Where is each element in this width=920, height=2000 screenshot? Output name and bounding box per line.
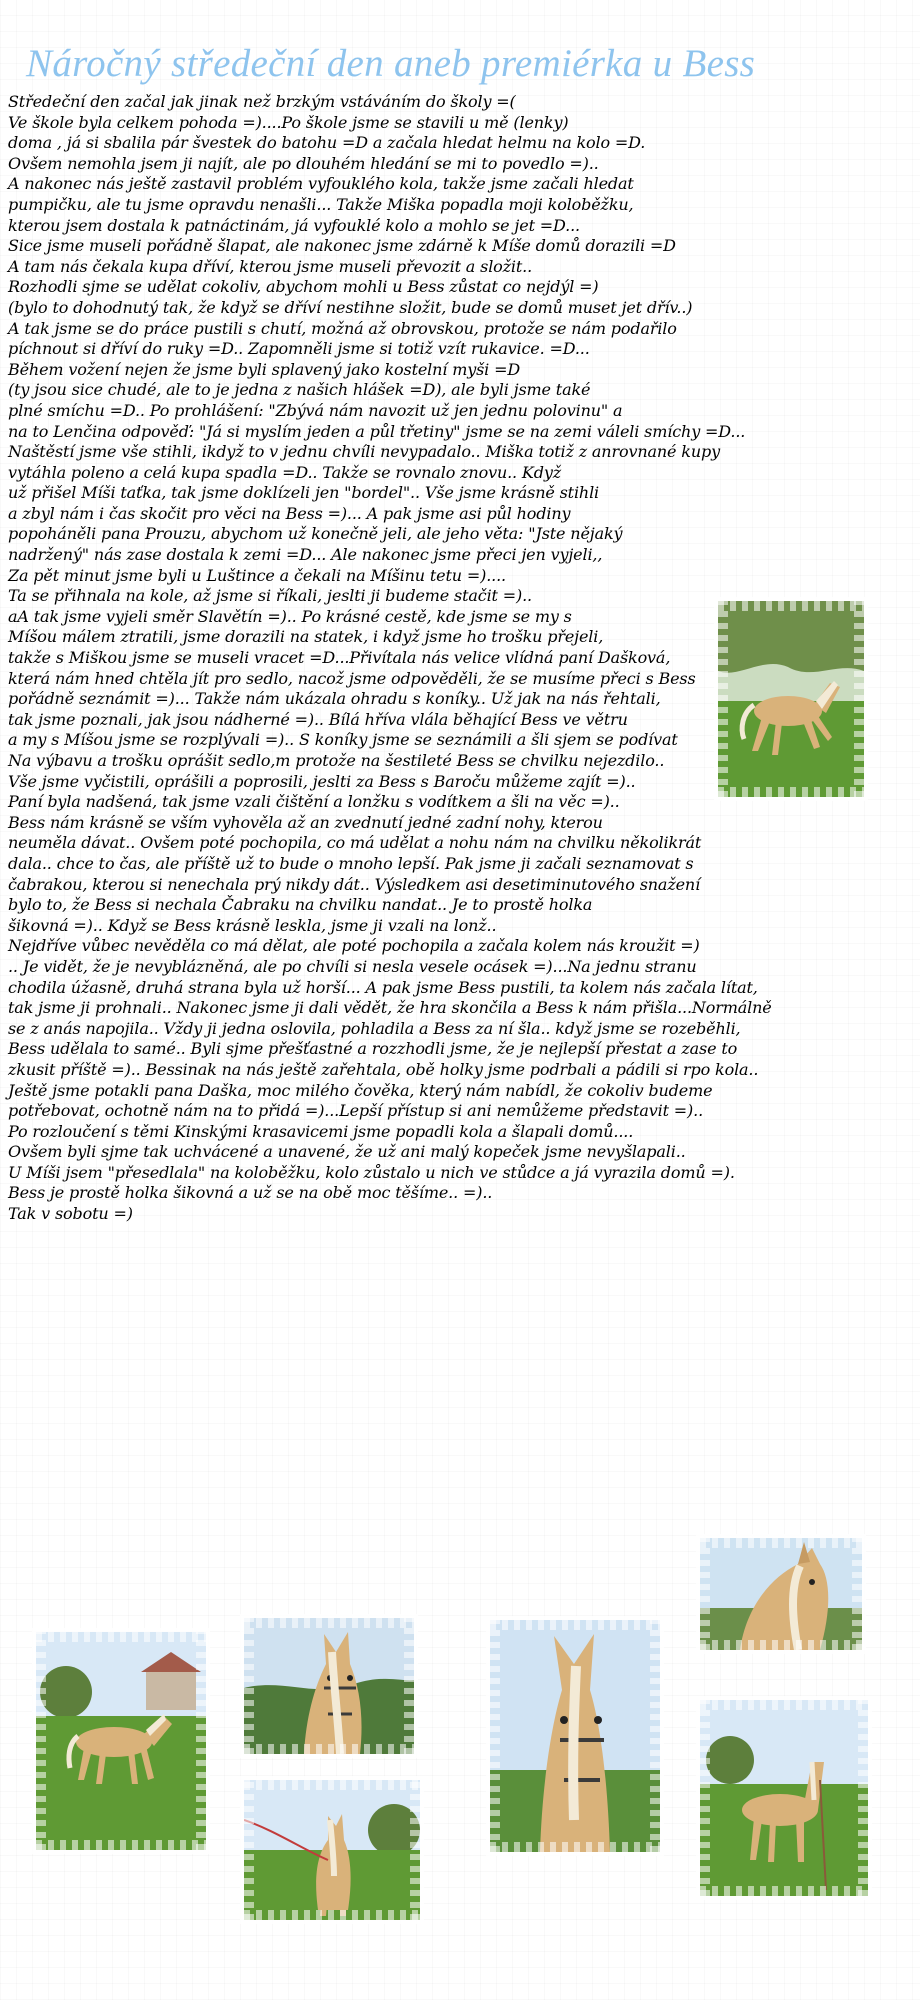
article-line: zkusit příště =).. Bessinak na nás ještě zařehtala, obě holky jsme podrbali a pádili si rpo kola.. — [8, 1059, 759, 1079]
article-line: Ještě jsme potakli pana Daška, moc milého čověka, který nám nabídl, že cokoliv budeme — [8, 1080, 713, 1100]
article-title: Náročný středeční den aneb premiérka u Bess — [26, 42, 756, 85]
article-line: Nejdříve vůbec nevěděla co má dělat, ale poté pochopila a začala kolem nás kroužit =) — [8, 936, 700, 956]
article-line: vytáhla poleno a celá kupa spadla =D.. Takže se rovnalo znovu.. Když — [8, 462, 561, 482]
article-line: Naštěstí jsme vše stihli, ikdyž to v jednu chvíli nevypadalo.. Miška totiž z anrovnané kupy — [8, 442, 720, 462]
article-line: popoháněli pana Prouzu, abychom už konečně jeli, ale jeho věta: "Jste nějaký — [8, 524, 623, 544]
article-line: (ty jsou sice chudé, ale to je jedna z našich hlášek =D), ale byli jsme také — [8, 380, 591, 400]
article-line: potřebovat, ochotně nám na to přidá =)...Lepší přístup si ani nemůžeme představit =).. — [8, 1101, 703, 1121]
article-line: Na výbavu a trošku oprášit sedlo,m protože na šestileté Bess se chvilku nejezdilo.. — [8, 751, 665, 770]
article-line: tak jsme ji prohnali.. Nakonec jsme ji dali vědět, že hra skončila a Bess k nám přišla...Normálně — [8, 998, 772, 1018]
article-line: Za pět minut jsme byli u Luštince a čekali na Míšinu tetu =).... — [8, 565, 506, 585]
article-line: bylo to, že Bess si nechala Čabraku na chvilku nandat.. Je to prostě holka — [8, 895, 593, 915]
article-line: Ve škole byla celkem pohoda =)....Po škole jsme se stavili u mě (lenky) — [8, 112, 569, 132]
article-line: dala.. chce to čas, ale příště už to bude o mnoho lepší. Pak jsme ji začali seznamovat s — [8, 853, 694, 873]
horse-head-face-photo — [490, 1620, 660, 1852]
article-line: Ta se přihnala na kole, až jsme si říkali, jeslti ji budeme stačit =).. — [8, 586, 532, 606]
article-line: Vše jsme vyčistili, oprášili a poprosili, jeslti za Bess s Baroču můžeme zajít =).. — [8, 771, 636, 791]
article-line: doma , já si sbalila pár švestek do batohu =D a začala hledat helmu na kolo =D. — [8, 133, 646, 153]
article-line: čabrakou, kterou si nenechala prý nikdy dát.. Výsledkem asi desetiminutového snažení — [8, 874, 701, 894]
horse-trotting-photo — [718, 601, 864, 797]
article-line: kterou jsem dostala k patnáctinám, já vyfouklé kolo a mohlo se jet =D... — [8, 215, 580, 235]
horse-head-halter-photo — [244, 1618, 414, 1754]
article-line: aA tak jsme vyjeli směr Slavětín =).. Po krásné cestě, kde jsme se my s — [8, 606, 572, 626]
article-line: a my s Míšou jsme se rozplývali =).. S koníky jsme se seznámili a šli sjem se podívat — [8, 730, 678, 750]
article-line: A nakonec nás ještě zastavil problém vyfouklého kola, takže jsme začali hledat — [8, 174, 634, 194]
article-line: takže s Miškou jsme se museli vracet =D...Přivítala nás velice vlídná paní Dašková, — [8, 648, 671, 668]
article-line: Středeční den začal jak jinak než brzkým vstáváním do školy =( — [8, 92, 516, 111]
article-line: Ovšem nemohla jsem ji najít, ale po dlouhém hledání se mi to povedlo =).. — [8, 153, 599, 173]
horse-standing-lead-photo — [244, 1780, 420, 1920]
article-line: která nám hned chtěla jít pro sedlo, nacož jsme odpověděli, že se musíme přeci s Bess — [8, 668, 696, 688]
article-line: už přišel Míši taťka, tak jsme doklízeli jen "bordel".. Vše jsme krásně stihli — [8, 483, 600, 503]
horse-walking-field-photo — [36, 1632, 206, 1850]
article-line: chodila úžasně, druhá strana byla už horší... A pak jsme Bess pustili, ta kolem nás začala lítat, — [8, 977, 758, 997]
article-line: Během vožení nejen že jsme byli splavený jako kostelní myši =D — [8, 359, 520, 379]
article-line: .. Je vidět, že je nevyblázněná, ale po chvíli si nesla vesele ocásek =)...Na jednu stranu — [8, 956, 697, 976]
article-line: a zbyl nám i čas skočit pro věci na Bess =)... A pak jsme asi půl hodiny — [8, 503, 571, 523]
article-line: U Míši jsem "přesedlala" na koloběžku, kolo zůstalo u nich ve stůdce a já vyrazila domů =). — [8, 1162, 735, 1182]
article-line: (bylo to dohodnutý tak, že když se dříví nestihne složit, bude se domů muset jet dřív..) — [8, 297, 693, 317]
article-line: na to Lenčina odpověď: "Já si myslím jeden a půl třetiny" jsme se na zemi váleli smíchy =D... — [8, 421, 746, 441]
article-line: Sice jsme museli pořádně šlapat, ale nakonec jsme zdárně k Míše domů dorazili =D — [8, 236, 676, 256]
article-line: Bess udělala to samé.. Byli sjme přešťastné a rozzhodli jsme, že je nejlepší přestat a zase to — [8, 1039, 738, 1059]
article-line: šikovná =).. Když se Bess krásně leskla, jsme ji vzali na lonž.. — [8, 915, 497, 935]
article-line: Tak v sobotu =) — [8, 1204, 133, 1224]
horse-head-closeup-photo — [700, 1538, 862, 1650]
article-line: se z anás napojila.. Vždy ji jedna oslovila, pohladila a Bess za ní šla.. když jsme se rozeběhli, — [8, 1018, 741, 1038]
article-line: Ovšem byli sjme tak uchvácené a unavené, že už ani malý kopeček jsme nevyšlapali.. — [8, 1142, 686, 1162]
article-line: Bess je prostě holka šikovná a už se na obě moc těšíme.. =).. — [8, 1183, 493, 1203]
article-line: plné smíchu =D.. Po prohlášení: "Zbývá nám navozit už jen jednu polovinu" a — [8, 400, 623, 420]
article-line: A tak jsme se do práce pustili s chutí, možná až obrovskou, protože se nám podařilo — [8, 318, 677, 338]
article-line: Rozhodli sjme se udělat cokoliv, abychom mohli u Bess zůstat co nejdýl =) — [8, 277, 599, 297]
article-line: Paní byla nadšená, tak jsme vzali čištění a lonžku s vodítkem a šli na věc =).. — [8, 792, 620, 812]
article-line: Bess nám krásně se vším vyhověla až an zvednutí jedné zadní nohy, kterou — [8, 812, 603, 832]
horse-standing-grass-photo — [700, 1700, 868, 1896]
article-line: nadržený" nás zase dostala k zemi =D... Ale nakonec jsme přeci jen vyjeli,, — [8, 545, 603, 565]
article-line: Míšou málem ztratili, jsme dorazili na statek, i když jsme ho trošku přejeli, — [8, 627, 604, 647]
article-line: pumpičku, ale tu jsme opravdu nenašli... Takže Miška popadla moji koloběžku, — [8, 194, 634, 214]
article-line: A tam nás čekala kupa dříví, kterou jsme museli převozit a složit.. — [8, 256, 533, 276]
article-line: píchnout si dříví do ruky =D.. Zapomněli jsme si totiž vzít rukavice. =D... — [8, 339, 590, 359]
article-line: pořádně seznámit =)... Takže nám ukázala ohradu s koníky.. Už jak na nás řehtali, — [8, 689, 661, 709]
article-line: tak jsme poznali, jak jsou nádherné =).. Bílá hříva vlála běhající Bess ve větru — [8, 709, 628, 729]
article-line: Po rozloučení s těmi Kinskými krasavicemi jsme popadli kola a šlapali domů.... — [8, 1121, 634, 1141]
article-line: neuměla dávat.. Ovšem poté pochopila, co má udělat a nohu nám na chvilku několikrát — [8, 833, 702, 853]
